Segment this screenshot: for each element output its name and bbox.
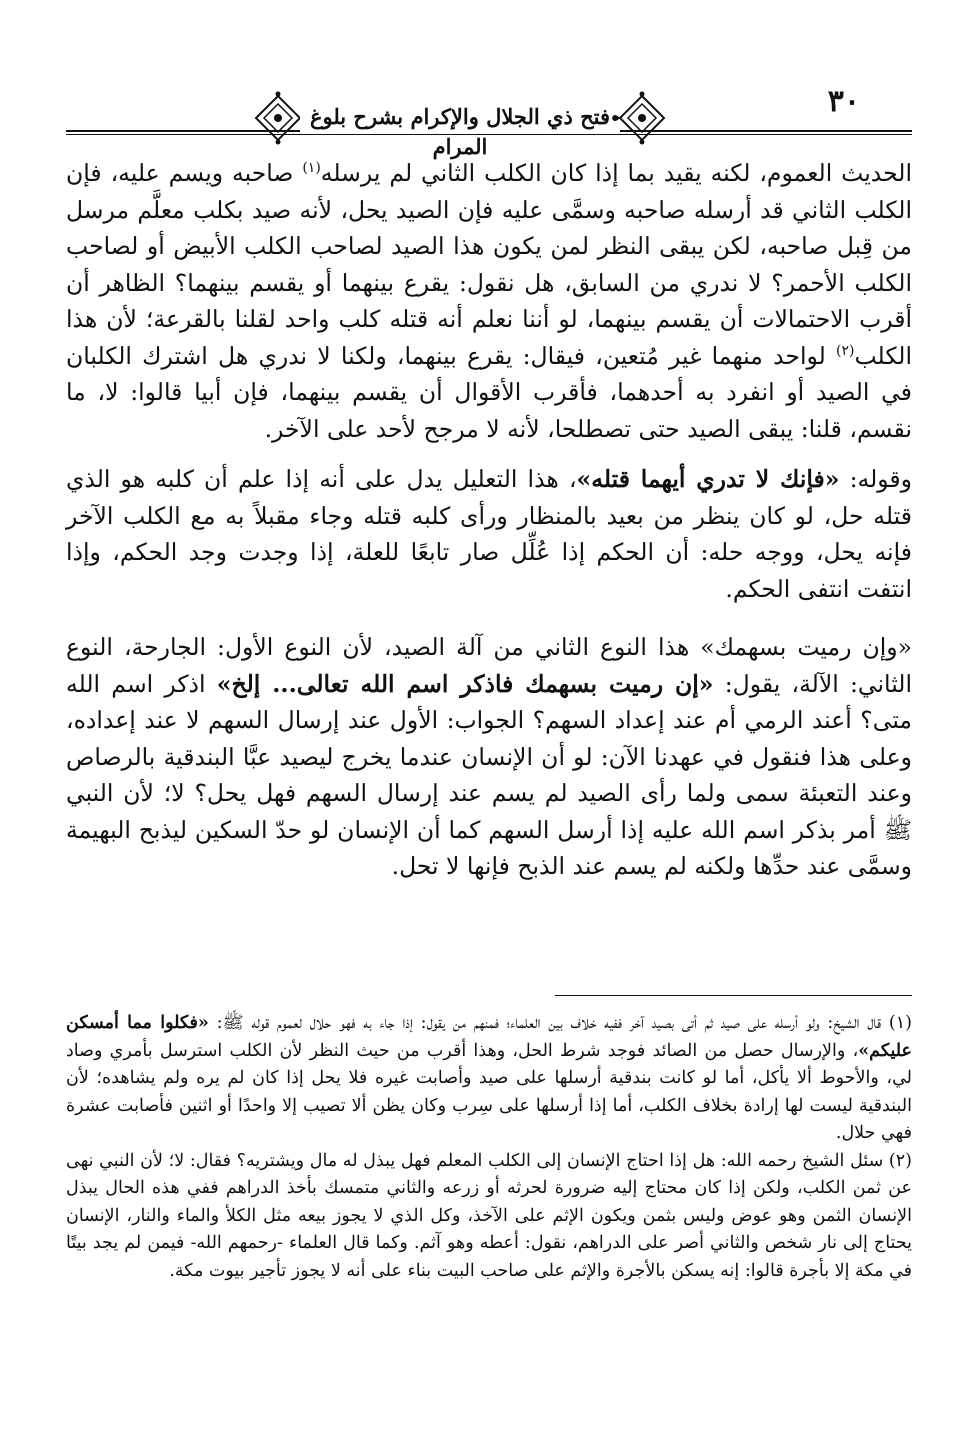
running-header: [0, 70, 978, 159]
footnote-text: (٢) سئل الشيخ رحمه الله: هل إذا احتاج الإنسان إلى الكلب المعلم فهل يبذل له مال ويشتريه؟ فقال: لا؛ لأن النبي نهى عن ثمن الكلب، ولكن إذا كان محتاج إليه ضرورة لحرثه أو زرعه والثاني متمسك بأخذ الدراهم ففي هذه الحال يبذل الإنسان الثمن وهو عوض وليس بثمن ويكون الإثم على الآخذ، وكل الذي لا يجوز بيعه مثل الكلأ والماء والنار، الإنسان يحتاج إلى نار شخص والثاني أصر على الدراهم، نقول: أعطه وهو آثم. وكما قال العلماء -رحمهم الله- فيمن لم يجد بيتًا في مكة إلا بأجرة قالوا: إنه يسكن بالأجرة والإثم على صاحب البيت بناء على أنه لا يجوز تأجير بيوت مكة.: [66, 1150, 912, 1281]
footnote-text: ، والإرسال حصل من الصائد فوجد شرط الحل، وهذا أقرب من حيث النظر لأن الكلب استرسل بأمري وصاد لي، والأحوط ألا يأكل، أما لو كانت بندقية أرسلها على صيد وأصابت غيره فلا يحل إذا كان لم يره ولم يشاهده؛ لأن البندقية ليست لها إرادة بخلاف الكلب، أما إذا أرسلها على سِرب وكان يظن ألا تصيب إلا واحدًا أو اثنين فأصابت عشرة فهي حلال.: [66, 1040, 912, 1143]
main-body: [66, 155, 912, 905]
footnote-2: [66, 1148, 912, 1286]
footnote-1: [66, 1010, 912, 1148]
paragraph-text: الحديث العموم، لكنه يقيد بما إذا كان الكلب الثاني لم يرسله: [320, 159, 912, 187]
book-title: فتح ذي الجلال والإكرام بشرح بلوغ المرام: [300, 102, 620, 132]
paragraph-text: صاحبه ويسم عليه، فإن الكلب الثاني قد أرسله صاحبه وسمَّى عليه فإن الصيد يحل، لأنه صيد بكلب معلَّم مرسل من قِبل صاحبه، لكن يبقى النظر لمن يكون هذا الصيد لصاحب الكلب الأبيض أو لصاحب الكلب الأحمر؟ لا ندري من السابق، هل نقول: يقرع بينهما أو يقسم بينهما؟ الظاهر أن أقرب الاحتمالات أن يقسم بينهما، لو أننا نعلم أنه قتله كلب واحد لقلنا بالقرعة؛ لأن هذا الكلب: [66, 159, 912, 370]
paragraph-text: «وإن رميت بسهمك» هذا النوع الثاني من آلة الصيد، لأن النوع الأول: الجارحة، النوع الثاني: الآلة، يقول:: [66, 633, 912, 698]
left-ornament-icon: [248, 88, 308, 148]
hadith-quote: «إن رميت بسهمك فاذكر اسم الله تعالى... إلخ»: [216, 669, 714, 698]
paragraph-text: ، هذا التعليل يدل على أنه إذا علم أن كلبه هو الذي قتله حل، لو كان ينظر من بعيد بالمنظار ورأى كلبه قتله وجاء مقبلاً به مع الكلب الآخر فإنه يحل، ووجه حله: أن الحكم إذا عُلِّل صار تابعًا للعلة، إذا وجدت وجد الحكم، وإذا انتفت انتفى الحكم.: [66, 465, 912, 603]
header-rule-thin: [66, 134, 912, 135]
hadith-quote: «فإنك لا تدري أيهما قتله»: [576, 465, 840, 493]
paragraph-text: لواحد منهما غير مُتعين، فيقال: يقرع بينهما، ولكنا لا ندري هل اشترك الكلبان في الصيد أو انفرد به أحدهما، فأقرب الأقوال أن يقسم بينهما، فإن أبيا قالوا: لا، ما نقسم، قلنا: يبقى الصيد حتى تصطلحا، لأنه لا مرجح لأحد على الآخر.: [66, 341, 912, 443]
footnote-ref-2[interactable]: (٢): [836, 342, 855, 359]
paragraph-text: اذكر اسم الله متى؟ أعند الرمي أم عند إعداد السهم؟ الجواب: الأول عند إرسال السهم لا عند إعداده، وعلى هذا فنقول في عهدنا الآن: لو أن الإنسان عندما يخرج ليصيد عبَّا البندقية بالرصاص وعند التعبئة سمى ولما رأى الصيد لم يسم عند إرسال السهم فهل يحل؟ لا؛ لأن النبي ﷺ أمر بذكر اسم الله عليه إذا أرسل السهم كما أن الإنسان لو حدّ السكين ليذبح البهيمة وسمَّى عند حدِّها ولكنه لم يسم عند الذبح فإنها لا تحل.: [66, 669, 912, 880]
paragraph: [66, 155, 912, 447]
paragraph: [66, 461, 912, 607]
hadith-quote: «فكلوا مما أمسكن عليكم»: [66, 1013, 912, 1061]
right-ornament-icon: [612, 88, 672, 148]
footnote-ref-1[interactable]: (١): [302, 160, 321, 177]
page-number: ٣٠: [827, 84, 860, 119]
footnotes: [66, 1010, 912, 1285]
paragraph: [66, 629, 912, 885]
footnote-text: (١) قال الشيخ: ولو أرسله على صيد ثم أتى بصيد آخر ففيه خلاف بين العلماء؛ فمنهم من يقول: إذا جاء به فهو حلال لعموم قوله ﷺ:: [208, 1013, 912, 1033]
paragraph-text: وقوله:: [839, 465, 912, 493]
footnote-separator: [555, 995, 912, 996]
